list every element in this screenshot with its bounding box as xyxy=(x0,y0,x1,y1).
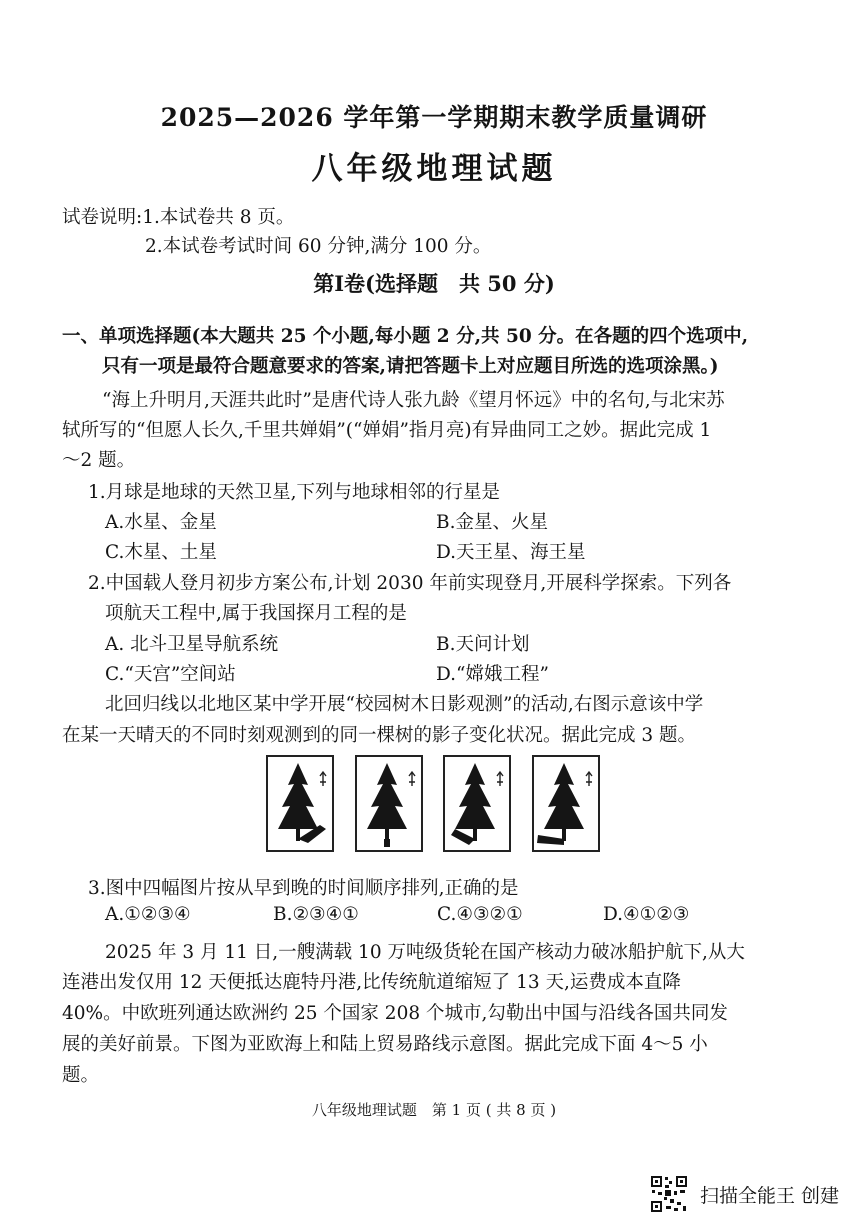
q1-option-c: C.木星、土星 xyxy=(105,542,217,563)
q2-stem-line-2: 项航天工程中,属于我国探月工程的是 xyxy=(105,603,407,624)
q3-option-d: D.④①②③ xyxy=(603,904,690,925)
passage1-line-3: ～2 题。 xyxy=(62,450,136,471)
passage3-line-2: 连港出发仅用 12 天便抵达鹿特丹港,比传统航道缩短了 13 天,运费成本直降 xyxy=(62,972,681,993)
qr-code-icon xyxy=(650,1175,688,1213)
exam-note-2: 2.本试卷考试时间 60 分钟,满分 100 分。 xyxy=(145,236,492,257)
q2-option-d: D.“嫦娥工程” xyxy=(436,664,549,685)
passage3-line-1: 2025 年 3 月 11 日,一艘满载 10 万吨级货轮在国产核动力破冰船护航下,从大 xyxy=(105,942,745,963)
passage1-line-1: “海上升明月,天涯共此时”是唐代诗人张九龄《望月怀远》中的名句,与北宋苏 xyxy=(102,390,725,411)
scanner-watermark: 扫描全能王 创建 xyxy=(700,1185,840,1207)
passage2-line-2: 在某一天晴天的不同时刻观测到的同一棵树的影子变化状况。据此完成 3 题。 xyxy=(62,725,697,746)
q3-stem: 3.图中四幅图片按从早到晚的时间顺序排列,正确的是 xyxy=(88,878,519,899)
q3-option-a: A.①②③④ xyxy=(105,904,191,925)
q3-option-b: B.②③④① xyxy=(273,904,359,925)
shadow-icon xyxy=(451,829,475,845)
q3-option-c: C.④③②① xyxy=(437,904,523,925)
q2-option-b: B.天问计划 xyxy=(436,634,530,655)
passage3-line-5: 题。 xyxy=(62,1065,100,1086)
tree-shadow-panel-1 xyxy=(266,755,334,852)
tree-icon xyxy=(278,763,318,829)
exam-title: 2025—2026 学年第一学期期末教学质量调研 xyxy=(160,103,708,132)
shadow-icon xyxy=(384,839,390,847)
north-arrow-icon xyxy=(497,772,503,786)
tree-shadow-panel-3 xyxy=(443,755,511,852)
north-arrow-icon xyxy=(586,772,592,786)
instructions-line-2: 只有一项是最符合题意要求的答案,请把答题卡上对应题目所选的选项涂黑。) xyxy=(102,356,719,377)
tree-shadow-panel-2 xyxy=(355,755,423,852)
north-arrow-icon xyxy=(320,772,326,786)
section-header: 第Ⅰ卷(选择题 共 50 分) xyxy=(313,271,555,296)
q1-option-a: A.水星、金星 xyxy=(105,512,217,533)
exam-subtitle: 八年级地理试题 xyxy=(311,151,557,187)
tree-icon xyxy=(455,763,495,829)
tree-shadow-panel-4 xyxy=(532,755,600,852)
exam-note-1: 试卷说明:1.本试卷共 8 页。 xyxy=(62,207,295,228)
tree-icon xyxy=(367,763,407,829)
tree-icon xyxy=(544,763,584,829)
q1-option-d: D.天王星、海王星 xyxy=(436,542,586,563)
q1-stem: 1.月球是地球的天然卫星,下列与地球相邻的行星是 xyxy=(88,482,501,503)
page-footer: 八年级地理试题 第 1 页 ( 共 8 页 ) xyxy=(311,1101,557,1119)
instructions-line-1: 一、单项选择题(本大题共 25 个小题,每小题 2 分,共 50 分。在各题的四个选项中, xyxy=(62,326,749,347)
passage3-line-3: 40%。中欧班列通达欧洲约 25 个国家 208 个城市,勾勒出中国与沿线各国共同发 xyxy=(62,1003,728,1024)
north-arrow-icon xyxy=(409,772,415,786)
passage2-line-1: 北回归线以北地区某中学开展“校园树木日影观测”的活动,右图示意该中学 xyxy=(105,694,704,715)
passage1-line-2: 轼所写的“但愿人长久,千里共婵娟”(“婵娟”指月亮)有异曲同工之妙。据此完成 1 xyxy=(62,420,712,441)
tree-trunk-icon xyxy=(385,827,389,841)
q2-stem-line-1: 2.中国载人登月初步方案公布,计划 2030 年前实现登月,开展科学探索。下列各 xyxy=(88,573,732,594)
shadow-icon xyxy=(537,835,564,845)
q1-option-b: B.金星、火星 xyxy=(436,512,548,533)
passage3-line-4: 展的美好前景。下图为亚欧海上和陆上贸易路线示意图。据此完成下面 4～5 小 xyxy=(62,1034,708,1055)
q2-option-a: A. 北斗卫星导航系统 xyxy=(105,634,279,655)
q2-option-c: C.“天宫”空间站 xyxy=(105,664,236,685)
